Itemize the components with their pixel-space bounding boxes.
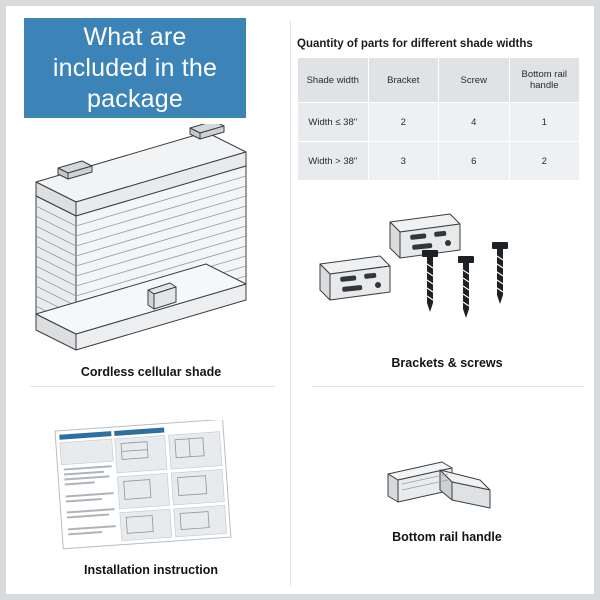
column-header-screw: Screw — [439, 58, 510, 103]
cellular-shade-illustration — [18, 124, 286, 359]
caption-brackets-and-screws: Brackets & screws — [391, 356, 503, 370]
table-header-row — [298, 58, 580, 103]
column-header-shade-width: Shade width — [298, 58, 369, 103]
horizontal-divider-left — [30, 386, 275, 387]
caption-bottom-rail-handle: Bottom rail handle — [392, 530, 502, 544]
cell-bottom-rail-handle: 1 — [509, 103, 580, 142]
cell-screw: 4 — [439, 103, 510, 142]
table-title: Quantity of parts for different shade widths — [297, 38, 533, 50]
cell-bracket: 3 — [368, 142, 439, 181]
cell-shade-width: Width ≤ 38" — [298, 103, 369, 142]
title-banner — [24, 18, 246, 118]
column-header-bottom-rail-handle: Bottom rail handle — [509, 58, 580, 103]
parts-quantity-table — [297, 57, 580, 181]
horizontal-divider-right — [312, 386, 584, 387]
column-header-bracket: Bracket — [368, 58, 439, 103]
instruction-manual-illustration — [54, 420, 234, 550]
cell-bracket: 2 — [368, 103, 439, 142]
parts-quantity-section — [297, 38, 580, 181]
vertical-divider — [290, 20, 291, 586]
table-row — [298, 142, 580, 181]
table-row — [298, 103, 580, 142]
bottom-rail-handle-illustration — [380, 460, 510, 525]
caption-installation-instruction: Installation instruction — [83, 563, 219, 577]
page-title: What are included in the package — [52, 22, 218, 113]
brackets-and-screws-illustration — [302, 212, 592, 342]
cell-screw: 6 — [439, 142, 510, 181]
page-inner — [12, 12, 588, 588]
cell-bottom-rail-handle: 2 — [509, 142, 580, 181]
cell-shade-width: Width > 38" — [298, 142, 369, 181]
caption-cordless-cellular-shade: Cordless cellular shade — [80, 365, 222, 379]
